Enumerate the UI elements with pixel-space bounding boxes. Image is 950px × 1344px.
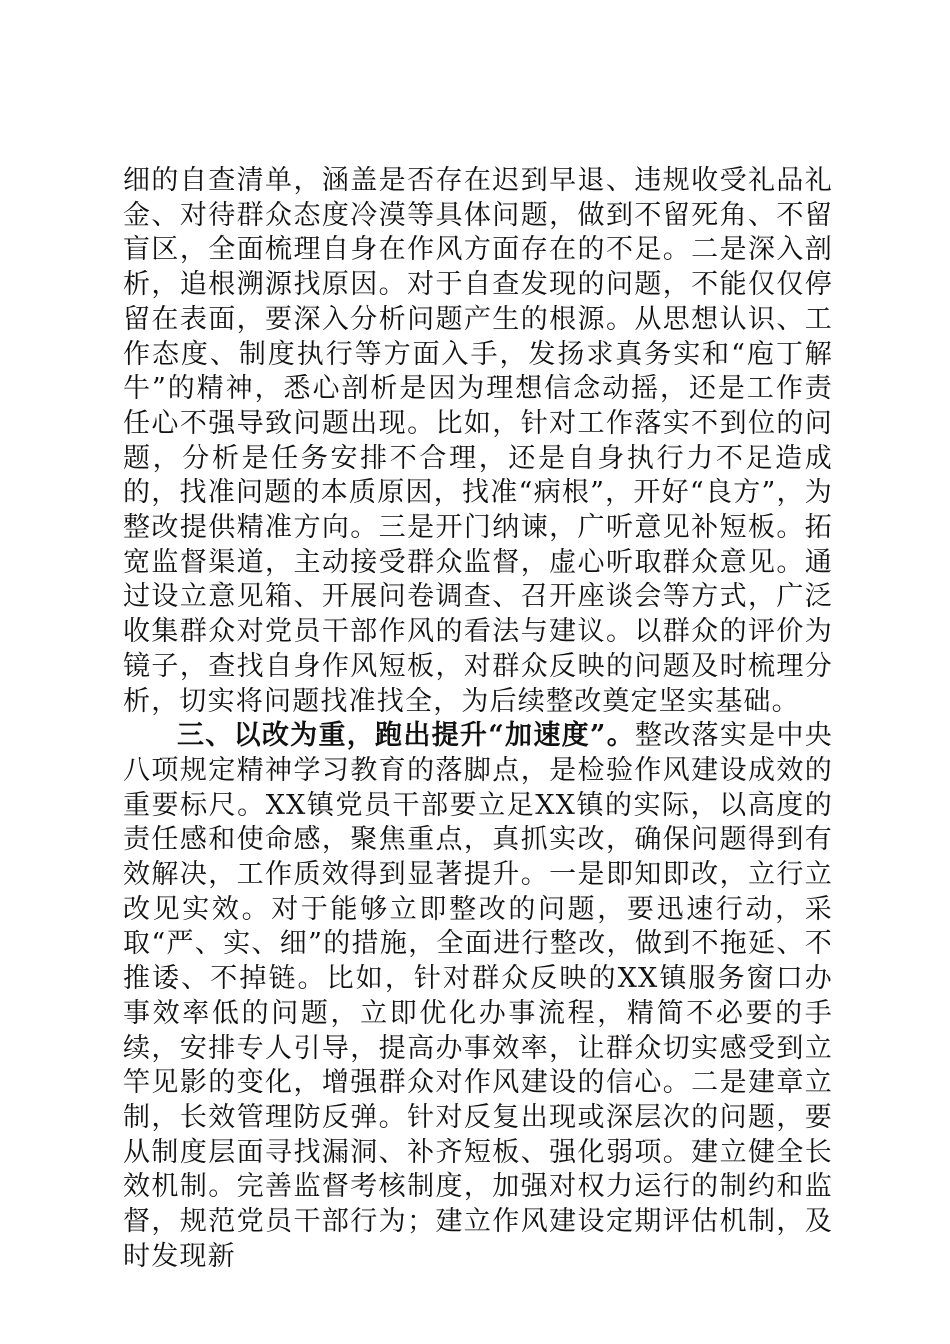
document-page bbox=[123, 164, 833, 1275]
section-heading-3: 三、以改为重，跑出提升“加速度”。 bbox=[177, 720, 636, 752]
body-paragraph-2 bbox=[123, 719, 833, 1274]
body-paragraph-1: 细的自查清单，涵盖是否存在迟到早退、违规收受礼品礼金、对待群众态度冷漠等具体问题，做到不留死角、不留盲区，全面梳理自身在作风方面存在的不足。二是深入剖析，追根溯源找原因。对于自查发现的问题，不能仅仅停留在表面，要深入分析问题产生的根源。从思想认识、工作态度、制度执行等方面入手，发扬求真务实和“庖丁解牛”的精神，悉心剖析是因为理想信念动摇，还是工作责任心不强导致问题出现。比如，针对工作落实不到位的问题，分析是任务安排不合理，还是自身执行力不足造成的，找准问题的本质原因，找准“病根”，开好“良方”，为整改提供精准方向。三是开门纳谏，广听意见补短板。拓宽监督渠道，主动接受群众监督，虚心听取群众意见。通过设立意见箱、开展问卷调查、召开座谈会等方式，广泛收集群众对党员干部作风的看法与建议。以群众的评价为镜子，查找自身作风短板，对群众反映的问题及时梳理分析，切实将问题找准找全，为后续整改奠定坚实基础。 bbox=[123, 165, 833, 717]
section-3-body-text: 整改落实是中央八项规定精神学习教育的落脚点，是检验作风建设成效的重要标尺。XX镇党员干部要立足XX镇的实际，以高度的责任感和使命感，聚焦重点，真抓实改，确保问题得到有效解决，工作质效得到显著提升。一是即知即改，立行立改见实效。对于能够立即整改的问题，要迅速行动，采取“严、实、细”的措施，全面进行整改，做到不拖延、不推诿、不掉链。比如，针对群众反映的XX镇服务窗口办事效率低的问题，立即优化办事流程，精简不必要的手续，安排专人引导，提高办事效率，让群众切实感受到立竿见影的变化，增强群众对作风建设的信心。二是建章立制，长效管理防反弹。针对反复出现或深层次的问题，要从制度层面寻找漏洞、补齐短板、强化弱项。建立健全长效机制。完善监督考核制度，加强对权力运行的制约和监督，规范党员干部行为；建立作风建设定期评估机制，及时发现新 bbox=[123, 720, 833, 1272]
